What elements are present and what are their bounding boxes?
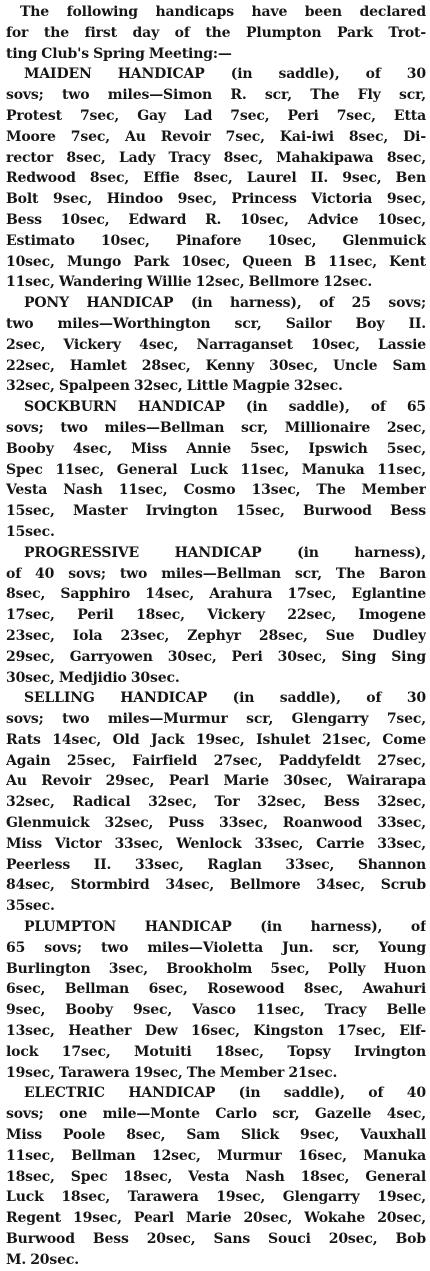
article-line: Again 25sec, Fairfield 27sec, Paddyfeldt 27sec, (6, 752, 426, 769)
article-line: Burlington 3sec, Brookholm 5sec, Polly Huon (6, 960, 426, 977)
article-line: 35sec. (6, 898, 55, 915)
article-line: Luck 18sec, Tarawera 19sec, Glengarry 19sec, (6, 1189, 426, 1206)
article-line: ting Club's Spring Meeting:— (6, 45, 232, 62)
article-line: 13sec, Heather Dew 16sec, Kingston 17sec, Elf- (6, 1023, 426, 1040)
article-line: 15sec. (6, 523, 55, 540)
handicap-heading-line: PONY HANDICAP (in harness), of 25 sovs; (24, 295, 426, 312)
article-line: 6sec, Bellman 6sec, Rosewood 8sec, Awahuri (6, 981, 426, 998)
article-line: Glenmuick 32sec, Puss 33sec, Roanwood 33sec, (6, 815, 426, 832)
article-line: Moore 7sec, Au Revoir 7sec, Kai-iwi 8sec, Di- (6, 128, 426, 145)
article-line: 23sec, Iola 23sec, Zephyr 28sec, Sue Dudley (6, 627, 426, 644)
article-line: Protest 7sec, Gay Lad 7sec, Peri 7sec, Etta (6, 107, 426, 124)
article-line: Peerless II. 33sec, Raglan 33sec, Shannon (6, 856, 426, 873)
article-line: for the first day of the Plumpton Park Trot- (6, 24, 426, 41)
article-line: 29sec, Garryowen 30sec, Peri 30sec, Sing Sing (6, 648, 426, 665)
article-line: Burwood Bess 20sec, Sans Souci 20sec, Bob (6, 1231, 426, 1248)
article-line: 84sec, Stormbird 34sec, Bellmore 34sec, Scrub (6, 877, 426, 894)
article-line: Miss Victor 33sec, Wenlock 33sec, Carrie 33sec, (6, 835, 426, 852)
article-line: of 40 sovs; two miles—Bellman scr, The Baron (6, 565, 426, 582)
article-line: Spec 11sec, General Luck 11sec, Manuka 11sec, (6, 461, 426, 478)
article-line: Booby 4sec, Miss Annie 5sec, Ipswich 5sec, (6, 440, 426, 457)
article-line: rector 8sec, Lady Tracy 8sec, Mahakipawa 8sec, (6, 149, 426, 166)
article-line: 11sec, Wandering Willie 12sec, Bellmore 12sec. (6, 274, 373, 291)
handicap-heading-line: PLUMPTON HANDICAP (in harness), of (24, 919, 426, 936)
article-line: Regent 19sec, Pearl Marie 20sec, Wokahe 20sec, (6, 1210, 426, 1227)
handicap-heading-line: SELLING HANDICAP (in saddle), of 30 (24, 690, 426, 707)
handicap-heading-line: MAIDEN HANDICAP (in saddle), of 30 (24, 66, 426, 83)
article-line: 32sec, Radical 32sec, Tor 32sec, Bess 32sec, (6, 794, 426, 811)
article-line: two miles—Worthington scr, Sailor Boy II. (6, 315, 426, 332)
article-line: sovs; two miles—Bellman scr, Millionaire 2sec, (6, 419, 426, 436)
article-line: Bess 10sec, Edward R. 10sec, Advice 10sec, (6, 211, 426, 228)
article-line: 8sec, Sapphiro 14sec, Arahura 17sec, Eglantine (6, 586, 426, 603)
article-line: 15sec, Master Irvington 15sec, Burwood Bess (6, 503, 426, 520)
article-line: Bolt 9sec, Hindoo 9sec, Princess Victoria 9sec, (6, 191, 426, 208)
article-line: Miss Poole 8sec, Sam Slick 9sec, Vauxhall (6, 1127, 426, 1144)
article-line: 9sec, Booby 9sec, Vasco 11sec, Tracy Belle (6, 1002, 426, 1019)
article-line: Rats 14sec, Old Jack 19sec, Ishulet 21sec, Come (6, 731, 426, 748)
article-line: sovs; two miles—Simon R. scr, The Fly scr, (6, 87, 426, 104)
article-line: lock 17sec, Motuiti 18sec, Topsy Irvington (6, 1043, 426, 1060)
article-line: 30sec, Medjidio 30sec. (6, 669, 180, 686)
intro-line: The following handicaps have been declared (20, 4, 426, 20)
article-line: M. 20sec. (6, 1251, 79, 1268)
handicap-heading-line: PROGRESSIVE HANDICAP (in harness), (24, 544, 426, 561)
handicap-heading-line: SOCKBURN HANDICAP (in saddle), of 65 (24, 399, 426, 416)
handicap-heading-line: ELECTRIC HANDICAP (in saddle), of 40 (24, 1085, 426, 1102)
article-line: 10sec, Mungo Park 10sec, Queen B 11sec, Kent (6, 253, 426, 270)
article-line: Vesta Nash 11sec, Cosmo 13sec, The Member (6, 482, 426, 499)
article-line: 2sec, Vickery 4sec, Narraganset 10sec, Lassie (6, 336, 426, 353)
article-line: 19sec, Tarawera 19sec, The Member 21sec. (6, 1064, 338, 1081)
article-line: Redwood 8sec, Effie 8sec, Laurel II. 9sec, Ben (6, 170, 426, 187)
article-line: 32sec, Spalpeen 32sec, Little Magpie 32sec. (6, 378, 343, 395)
article-line: Au Revoir 29sec, Pearl Marie 30sec, Wairarapa (6, 773, 426, 790)
article-line: sovs; one mile—Monte Carlo scr, Gazelle 4sec, (6, 1106, 426, 1123)
article-line: 22sec, Hamlet 28sec, Kenny 30sec, Uncle Sam (6, 357, 426, 374)
article-line: 11sec, Bellman 12sec, Murmur 16sec, Manuka (6, 1147, 426, 1164)
article-line: sovs; two miles—Murmur scr, Glengarry 7sec, (6, 711, 426, 728)
article-text-column (6, 2, 426, 1271)
article-line: 18sec, Spec 18sec, Vesta Nash 18sec, General (6, 1168, 426, 1185)
article-line: 65 sovs; two miles—Violetta Jun. scr, Young (6, 939, 426, 956)
article-line: Estimato 10sec, Pinafore 10sec, Glenmuick (6, 232, 426, 249)
article-line: 17sec, Peril 18sec, Vickery 22sec, Imogene (6, 607, 426, 624)
